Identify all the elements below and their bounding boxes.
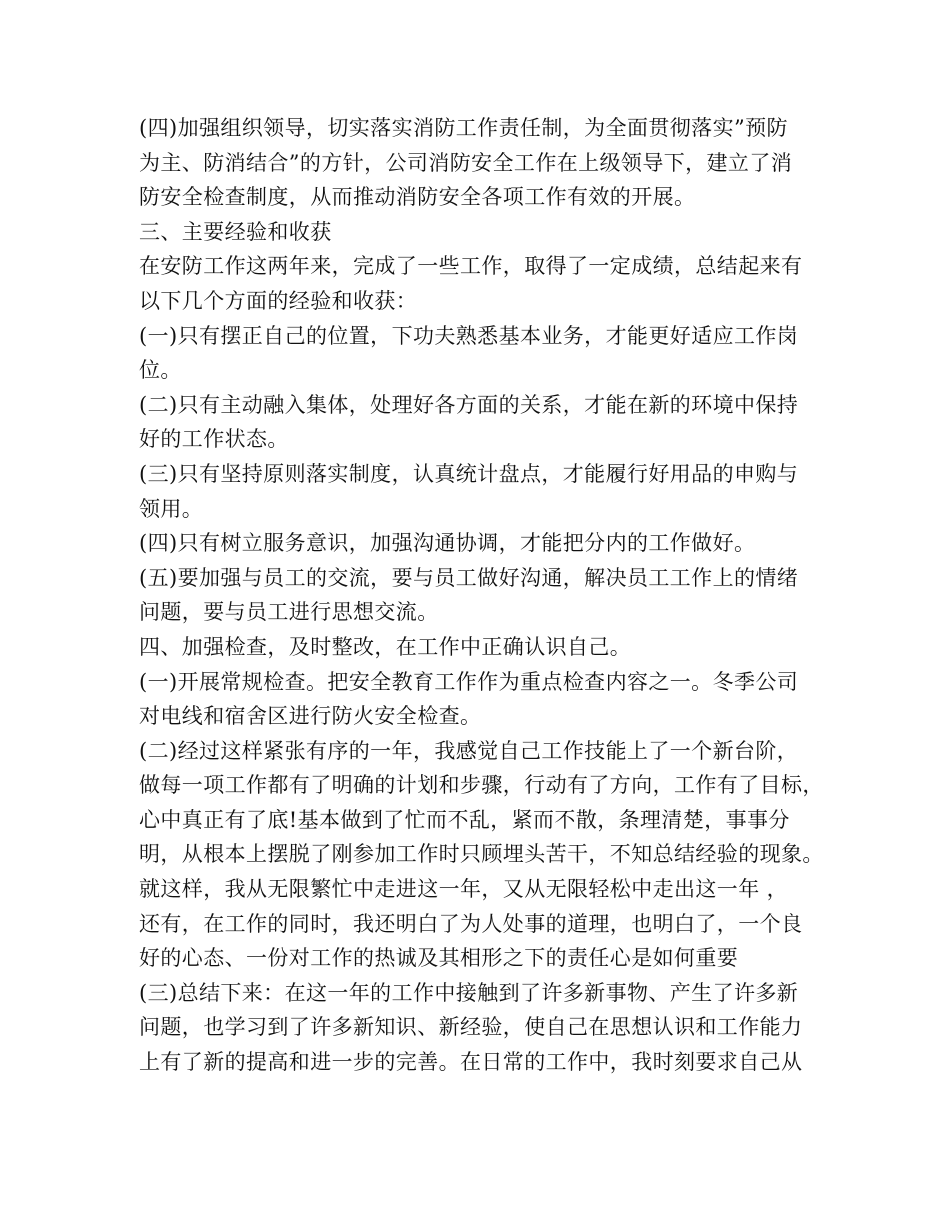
- text-line: (一)开展常规检查。把安全教育工作作为重点检查内容之一。冬季公司: [139, 669, 799, 694]
- text-line: (三)只有坚持原则落实制度，认真统计盘点，才能履行好用品的申购与: [139, 461, 799, 486]
- text-line: 为主、防消结合”的方针，公司消防安全工作在上级领导下，建立了消: [139, 150, 793, 175]
- text-line: (二)只有主动融入集体，处理好各方面的关系，才能在新的环境中保持: [139, 392, 799, 417]
- text-line: 心中真正有了底!基本做到了忙而不乱，紧而不散，条理清楚，事事分: [139, 807, 790, 832]
- text-line: 还有，在工作的同时，我还明白了为人处事的道理，也明白了，一个良: [139, 911, 803, 936]
- text-line: 就这样，我从无限繁忙中走进这一年，又从无限轻松中走出这一年 ，: [139, 877, 789, 902]
- section-heading: 三、主要经验和收获: [139, 219, 332, 244]
- text-line: 防安全检查制度，从而推动消防安全各项工作有效的开展。: [139, 185, 696, 210]
- section-heading: 四、加强检查，及时整改，在工作中正确认识自己。: [139, 634, 632, 659]
- text-line: (四)只有树立服务意识，加强沟通协调，才能把分内的工作做好。: [139, 531, 756, 556]
- text-line: (一)只有摆正自己的位置，下功夫熟悉基本业务，才能更好适应工作岗: [139, 323, 799, 348]
- text-line: 对电线和宿舍区进行防火安全检查。: [139, 704, 482, 729]
- text-line: 在安防工作这两年来，完成了一些工作，取得了一定成绩，总结起来有: [139, 254, 803, 279]
- text-line: 以下几个方面的经验和收获：: [139, 288, 418, 313]
- text-line: 位。: [139, 358, 182, 383]
- text-line: 上有了新的提高和进一步的完善。在日常的工作中，我时刻要求自己从: [139, 1050, 803, 1075]
- text-line: 明，从根本上摆脱了刚参加工作时只顾埋头苦干，不知总结经验的现象。: [139, 842, 824, 867]
- text-line: 领用。: [139, 496, 204, 521]
- text-line: 问题，也学习到了许多新知识、新经验，使自己在思想认识和工作能力: [139, 1015, 803, 1040]
- text-line: 做每一项工作都有了明确的计划和步骤，行动有了方向，工作有了目标，: [139, 773, 824, 798]
- text-line: 问题，要与员工进行思想交流。: [139, 600, 439, 625]
- text-line: (四)加强组织领导，切实落实消防工作责任制，为全面贯彻落实”预防: [139, 116, 788, 140]
- text-line: (五)要加强与员工的交流，要与员工做好沟通，解决员工工作上的情绪: [139, 565, 799, 590]
- document-body: [139, 111, 824, 1080]
- text-line: 好的工作状态。: [139, 427, 289, 452]
- text-line: 好的心态、一份对工作的热诚及其相形之下的责任心是如何重要: [139, 946, 739, 971]
- text-line: (三)总结下来：在这一年的工作中接触到了许多新事物、产生了许多新: [139, 980, 799, 1005]
- text-line: (二)经过这样紧张有序的一年，我感觉自己工作技能上了一个新台阶，: [139, 738, 799, 763]
